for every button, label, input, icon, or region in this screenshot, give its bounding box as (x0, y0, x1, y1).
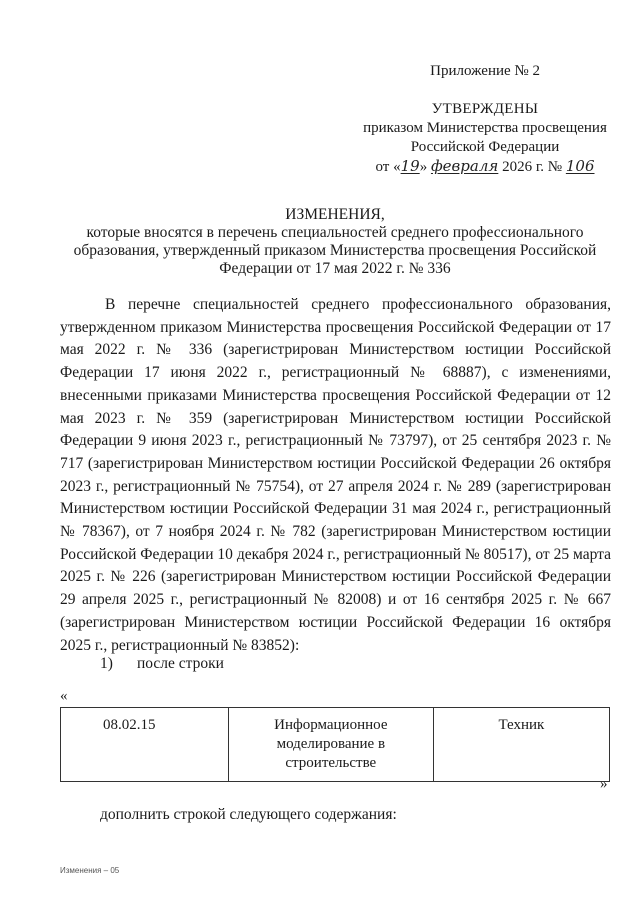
table-row (61, 708, 610, 782)
approved-by-line2: Российской Федерации (410, 139, 560, 155)
opening-quote: « (60, 688, 68, 704)
footer-note: Изменения – 05 (60, 866, 120, 875)
supplement-text: дополнить строкой следующего содержания: (100, 806, 397, 823)
title-line3: Федерации от 17 мая 2022 г. № 336 (219, 260, 451, 277)
specialty-cell: Информационное моделирование в строительстве (228, 708, 433, 782)
list-item-1 (100, 655, 224, 673)
main-paragraph: В перечне специальностей среднего профессионального образования, утвержденном приказом Министерства просвещения Российской Федерации от 17 мая 2022 г. № 336 (зарегистрирован Министерством юстиции Российской Федерации 17 июня 2022 г., регистрационный № 68887), с изменениями, внесенными приказами Министерства просвещения Российской Федерации от 12 мая 2023 г. № 359 (зарегистрирован Министерством юстиции Российской Федерации 9 июня 2023 г., регистрационный № 73797), от 25 сентября 2023 г. № 717 (зарегистрирован Министерством юстиции Российской Федерации 26 октября 2023 г., регистрационный № 75754), от 27 апреля 2024 г. № 289 (зарегистрирован Министерством юстиции Российской Федерации 31 мая 2024 г., регистрационный № 78367), от 7 ноября 2024 г. № 782 (зарегистрирован Министерством юстиции Российской Федерации 10 декабря 2024 г., регистрационный № 80517), от 25 марта 2025 г. № 226 (зарегистрирован Министерством юстиции Российской Федерации 29 апреля 2025 г., регистрационный № 82008) и от 16 сентября 2025 г. № 667 (зарегистрирован Министерством юстиции Российской Федерации 16 октября 2025 г., регистрационный № 83852): (60, 296, 611, 654)
code-cell: 08.02.15 (61, 708, 229, 782)
appendix-label: Приложение № 2 (430, 63, 540, 79)
document-title (60, 206, 610, 278)
approved-by-line1: приказом Министерства просвещения (363, 120, 607, 136)
approval-block (360, 100, 610, 177)
title-line1: которые вносятся в перечень специальностей среднего профессионального (86, 224, 584, 241)
closing-quote: » (600, 776, 608, 792)
handwritten-day: 19 (400, 157, 420, 175)
handwritten-order-number: 106 (565, 157, 595, 175)
item-number: 1) (100, 655, 113, 672)
order-date-line (360, 157, 610, 177)
specialty-table (60, 707, 610, 782)
date-year: 2026 г. № (502, 159, 563, 175)
qualification-cell: Техник (433, 708, 609, 782)
approved-title: УТВЕРЖДЕНЫ (431, 101, 539, 117)
date-prefix: от « (375, 159, 401, 175)
title-heading: ИЗМЕНЕНИЯ, (285, 206, 385, 223)
title-line2: образования, утвержденный приказом Министерства просвещения Российской (73, 242, 597, 259)
handwritten-month: февраля (430, 157, 499, 175)
item-text: после строки (137, 655, 224, 672)
date-mid: » (419, 159, 428, 175)
